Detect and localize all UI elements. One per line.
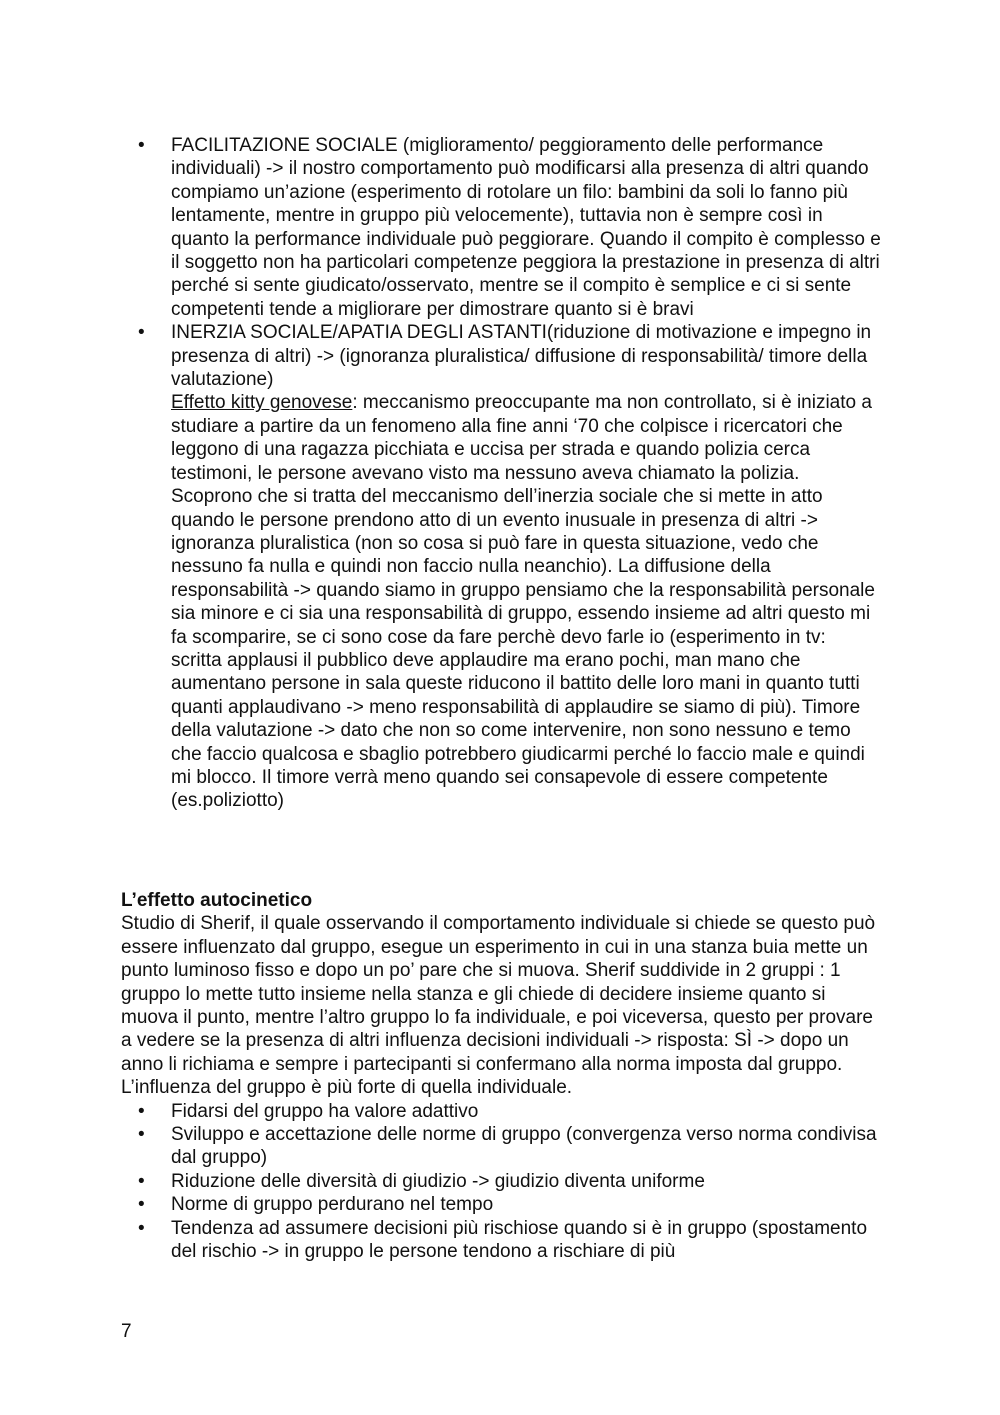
- bullet-marker: •: [138, 1100, 145, 1122]
- section-heading: L’effetto autocinetico: [121, 890, 313, 911]
- list-item-text: Norme di gruppo perdurano nel tempo: [171, 1194, 494, 1216]
- bullet-marker: •: [138, 1170, 145, 1192]
- list-item-text: Fidarsi del gruppo ha valore adattivo: [171, 1100, 479, 1122]
- group-influence-list: [121, 1100, 881, 1264]
- list-item-facilitazione-sociale: [121, 134, 881, 321]
- list-item-text: FACILITAZIONE SOCIALE (miglioramento/ peggioramento delle performance individuali) -> il nostro comportamento può modificarsi alla presenza di altri quando compiamo un’azione (esperimento di rotolare un filo: bambini da soli lo fanno più lentamente, mentre in gruppo più velocemente), tuttavia non è sempre così in quanto la performance individuale può peggiorare. Quando il compito è complesso e il soggetto non ha particolari competenze peggiora la prestazione in presenza di altri perché si sente giudicato/osservato, mentre se il compito è semplice e ci si sente competenti tende a migliorare per dimostrare quanto si è bravi: [171, 135, 881, 320]
- list-item: [121, 1100, 881, 1123]
- bullet-marker: •: [138, 135, 145, 156]
- list-item: [121, 1170, 881, 1193]
- kitty-genovese-text: : meccanismo preoccupante ma non controllato, si è iniziato a studiare a partire da un fenomeno alla fine anni ‘70 che colpisce i ricercatori che leggono di una ragazza picchiata e uccisa per strada e quando polizia cerca testimoni, le persone avevano visto ma nessuno aveva chiamato la polizia. Scoprono che si tratta del meccanismo dell’inerzia sociale che si mette in atto quando le persone prendono atto di un evento inusuale in presenza di altri -> ignoranza pluralistica (non so cosa si può fare in questa situazione, vedo che nessuno fa nulla e quindi non faccio nulla neanchio). La diffusione della responsabilità -> quando siamo in gruppo pensiamo che la responsabilità personale sia minore e ci sia una responsabilità di gruppo, essendo insieme ad altri questo mi fa scomparire, se ci sono cose da fare perchè devo farle io (esperimento in tv: scritta applausi il pubblico deve applaudire ma erano pochi, man mano che aumentano persone in sala queste riducono il battito delle loro mani in quanto tutti quanti applaudivano -> meno responsabilità di applaudire se siamo di più). Timore della valutazione -> dato che non so come intervenire, non sono nessuno e temo che faccio qualcosa e sbaglio potrebbero giudicarmi perché lo faccio male e quindi mi blocco. Il timore verrà meno quando sei consapevole di essere competente (es.poliziotto): [171, 392, 875, 812]
- bullet-marker: •: [138, 1124, 145, 1146]
- list-item: [121, 1123, 881, 1170]
- section-paragraph: Studio di Sherif, il quale osservando il comportamento individuale si chiede se questo può essere influenzato dal gruppo, esegue un esperimento in cui in una stanza buia mette un punto luminoso fisso e dopo un po’ pare che si muova. Sherif suddivide in 2 gruppi : 1 gruppo lo mette tutto insieme nella stanza e gli chiede di decidere insieme quanto si muova il punto, mentre l’altro gruppo lo fa individuale, e poi viceversa, questo per provare a vedere se la presenza di altri influenza decisioni individuali -> risposta: SÌ -> dopo un anno li richiama e sempre i partecipanti si confermano alla norma imposta dal gruppo.: [121, 913, 876, 1075]
- list-item-text: INERZIA SOCIALE/APATIA DEGLI ASTANTI(riduzione di motivazione e impegno in presenza di altri) -> (ignoranza pluralistica/ diffusione di responsabilità/ timore della valutazione): [171, 322, 872, 391]
- autocinetic-section: [121, 889, 881, 1264]
- social-effects-list: [121, 134, 881, 813]
- bullet-marker: •: [138, 322, 145, 344]
- social-effects-list-block: [121, 134, 881, 813]
- list-item-text: Tendenza ad assumere decisioni più rischiose quando si è in gruppo (spostamento del rischio -> in gruppo le persone tendono a rischiare di più: [171, 1217, 868, 1263]
- bullet-marker: •: [138, 1217, 145, 1239]
- section-paragraph: L’influenza del gruppo è più forte di quella individuale.: [121, 1077, 573, 1099]
- list-item: [121, 1193, 881, 1216]
- list-item-text: Riduzione delle diversità di giudizio -> giudizio diventa uniforme: [171, 1170, 705, 1192]
- list-item-inerzia-sociale: [121, 321, 881, 813]
- page-number: 7: [121, 1321, 132, 1342]
- bullet-marker: •: [138, 1194, 145, 1216]
- list-item: [121, 1217, 881, 1264]
- list-item-text: Sviluppo e accettazione delle norme di gruppo (convergenza verso norma condivisa dal gruppo): [171, 1124, 877, 1169]
- kitty-genovese-label: Effetto kitty genovese: [171, 392, 353, 414]
